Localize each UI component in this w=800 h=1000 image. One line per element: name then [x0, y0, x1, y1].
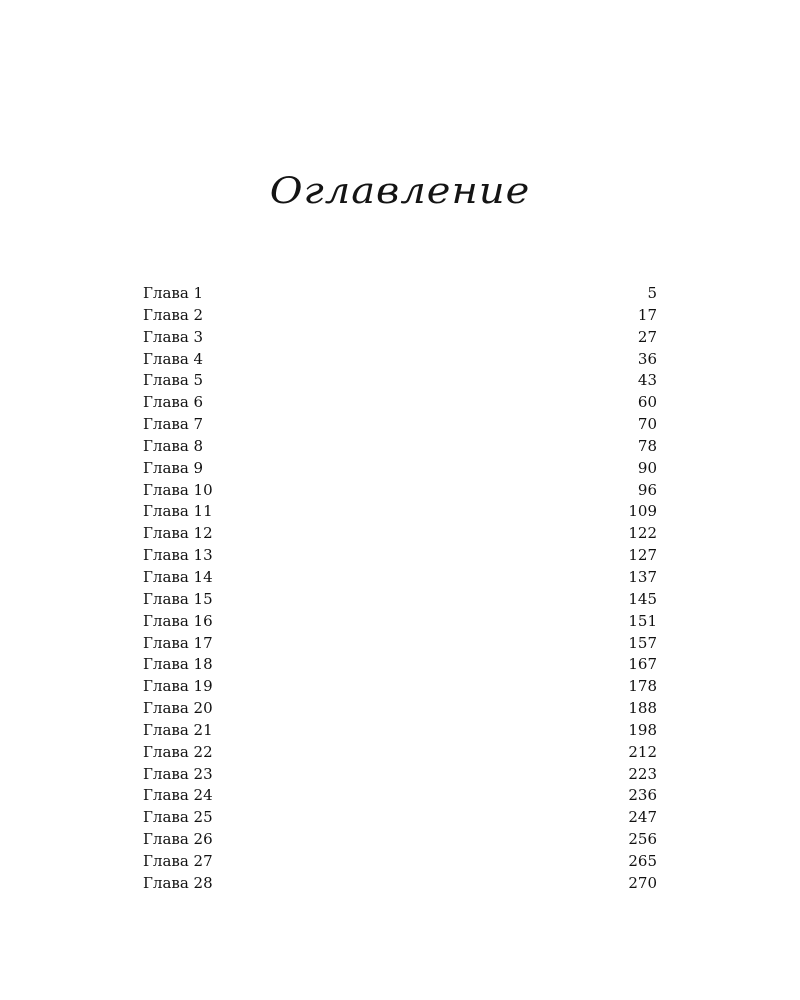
toc-entry-page: 78 [637, 436, 657, 455]
toc-entry-page: 212 [628, 742, 657, 761]
toc-entry-label: Глава 3 [143, 327, 204, 346]
toc-entry-label: Глава 16 [143, 611, 213, 630]
toc-entry-page: 151 [628, 611, 657, 630]
toc-entry-label: Глава 27 [143, 851, 213, 870]
toc-entry-page: 188 [628, 699, 657, 718]
toc-entry[interactable] [143, 873, 657, 895]
toc-entry-label: Глава 24 [143, 786, 213, 805]
toc-entry-label: Глава 12 [143, 524, 213, 543]
toc-entry[interactable] [143, 567, 657, 589]
toc-entry[interactable] [143, 807, 657, 829]
page-title: Оглавление [269, 169, 531, 213]
toc-entry[interactable] [143, 305, 657, 327]
toc-entry[interactable] [143, 501, 657, 523]
toc-entry-label: Глава 28 [143, 873, 213, 892]
toc-entry[interactable] [143, 327, 657, 349]
toc-entry-page: 17 [637, 305, 657, 324]
toc-entry[interactable] [143, 742, 657, 764]
toc-entry-page: 109 [628, 502, 657, 521]
toc-entry-page: 137 [628, 567, 657, 586]
toc-entry-label: Глава 7 [143, 415, 204, 434]
toc-entry-label: Глава 23 [143, 764, 213, 783]
toc-entry-label: Глава 14 [143, 567, 213, 586]
toc-entry-page: 265 [628, 851, 657, 870]
toc-entry[interactable] [143, 785, 657, 807]
toc-entry-page: 178 [628, 677, 657, 696]
toc-entry-page: 127 [628, 546, 657, 565]
toc-entry-page: 27 [637, 327, 657, 346]
toc-entry-label: Глава 11 [143, 502, 213, 521]
toc-entry-page: 5 [647, 284, 657, 302]
toc-entry-page: 236 [628, 786, 657, 805]
toc-entry[interactable] [143, 458, 657, 480]
toc-entry[interactable] [143, 851, 657, 873]
toc-entry[interactable] [143, 414, 657, 436]
toc-entry-page: 36 [637, 349, 657, 368]
toc-entry-label: Глава 5 [143, 371, 204, 390]
toc-entry[interactable] [143, 283, 657, 305]
toc-entry-label: Глава 15 [143, 589, 213, 608]
toc-entry-page: 70 [637, 415, 657, 434]
toc-entry-page: 256 [628, 830, 657, 849]
toc-entry-label: Глава 19 [143, 677, 213, 696]
toc-entry-label: Глава 17 [143, 633, 213, 652]
toc-entry-page: 247 [628, 808, 657, 827]
toc-entry[interactable] [143, 633, 657, 655]
toc-entry[interactable] [143, 589, 657, 611]
toc-entry[interactable] [143, 523, 657, 545]
toc-entry-page: 167 [628, 655, 657, 674]
toc-entry-page: 198 [628, 720, 657, 739]
toc-entry-page: 223 [628, 764, 657, 783]
toc-entry-page: 96 [637, 480, 657, 499]
toc-entry-label: Глава 1 [143, 284, 204, 302]
toc-entry-page: 60 [637, 393, 657, 412]
toc-entry-page: 157 [628, 633, 657, 652]
toc-entry[interactable] [143, 349, 657, 371]
toc-entry-label: Глава 25 [143, 808, 213, 827]
toc-entry[interactable] [143, 611, 657, 633]
toc-entry-label: Глава 9 [143, 458, 204, 477]
toc-entry-page: 90 [637, 458, 657, 477]
toc-entry[interactable] [143, 764, 657, 786]
toc-entry-label: Глава 2 [143, 305, 204, 324]
toc-entry-label: Глава 21 [143, 720, 213, 739]
toc-entry-label: Глава 8 [143, 436, 204, 455]
toc-entry-page: 122 [628, 524, 657, 543]
toc-entry[interactable] [143, 436, 657, 458]
toc-entry[interactable] [143, 480, 657, 502]
toc-entry[interactable] [143, 370, 657, 392]
toc-entry[interactable] [143, 676, 657, 698]
toc-entry[interactable] [143, 654, 657, 676]
toc-entry-label: Глава 18 [143, 655, 213, 674]
toc-entry-label: Глава 4 [143, 349, 204, 368]
toc-entry-page: 145 [628, 589, 657, 608]
toc-entry-page: 270 [628, 873, 657, 892]
toc-entry[interactable] [143, 392, 657, 414]
toc-entry-label: Глава 26 [143, 830, 213, 849]
toc-entry[interactable] [143, 698, 657, 720]
toc-entry[interactable] [143, 720, 657, 742]
toc-entry[interactable] [143, 545, 657, 567]
toc-entry-label: Глава 13 [143, 546, 213, 565]
toc-entry-label: Глава 22 [143, 742, 213, 761]
toc-entry-label: Глава 10 [143, 480, 213, 499]
table-of-contents [143, 283, 657, 895]
toc-entry-label: Глава 20 [143, 699, 213, 718]
toc-entry[interactable] [143, 829, 657, 851]
toc-entry-page: 43 [637, 371, 657, 390]
toc-entry-label: Глава 6 [143, 393, 204, 412]
